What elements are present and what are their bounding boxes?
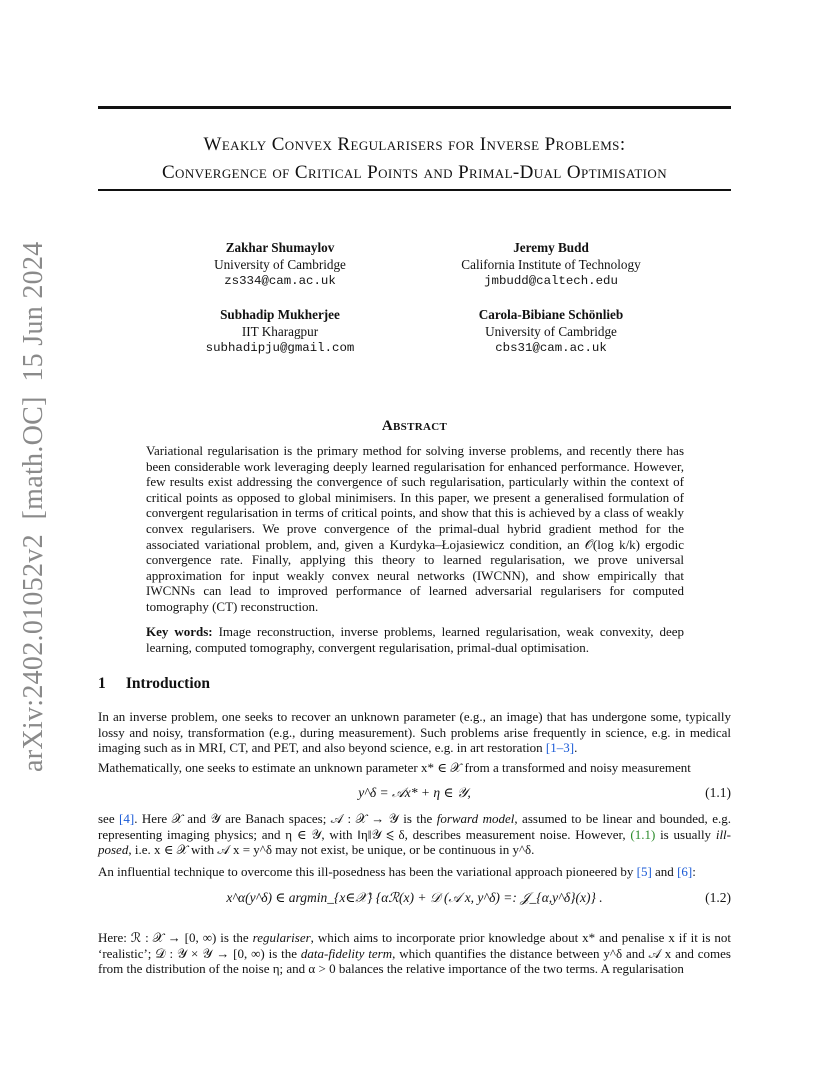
author-name: Zakhar Shumaylov <box>225 240 335 255</box>
keywords-label: Key words: <box>146 624 213 639</box>
title-line-1: Weakly Convex Regularisers for Inverse Problems: <box>203 134 626 155</box>
arxiv-identifier: arXiv:2402.01052v2 [math.OC] 15 Jun 2024 <box>18 241 49 772</box>
author-block-1 <box>180 239 380 290</box>
paragraph-text: , assumed to be linear and bounded, e.g. representing imaging physics; and η ∈ 𝒴, with ‖η‖𝒴 ⩽ δ, describes measurement noise. However, <box>98 811 731 842</box>
title-bottom-rule <box>98 189 731 191</box>
emphasis-text: ill-posed <box>98 826 731 858</box>
paragraph-text: , i.e. x ∈ 𝒳 with 𝒜 x = y^δ may not exist, be unique, or be continuous in y^δ. <box>128 842 535 858</box>
section-heading <box>98 675 210 693</box>
paragraph-text: , which quantifies the distance between y^δ and 𝒜 x and comes from the distribution of the noise η; and α > 0 balances the relative importance of the two terms. A regularisation <box>98 945 731 977</box>
keywords-text: Image reconstruction, inverse problems, learned regularisation, weak convexity, deep learning, computed tomography, convergent regularisation, primal-dual optimisation. <box>146 624 684 655</box>
intro-paragraph-1: In an inverse problem, one seeks to recover an unknown parameter (e.g., an image) that has undergone some, typically lossy and noisy, transformation (e.g., during measurement). Such problems arise frequently in science, e.g. in medical imaging such as in MRI, CT, and PET, and also beyond science, e.g. in art restoration [1–3]. <box>98 709 731 756</box>
author-affiliation: IIT Kharagpur <box>241 324 319 339</box>
paragraph-text: Here: ℛ : 𝒳 → [0, ∞) is the <box>98 930 253 945</box>
paragraph-text: In an inverse problem, one seeks to recover an unknown parameter (e.g., an image) that has undergone some, typically lossy and noisy, transformation (e.g., during measurement). Such problems arise frequently in science, e.g. in medical imaging such as in MRI, CT, and PET, and also beyond science, e.g. in art restoration <box>98 709 731 756</box>
paragraph-text: , which aims to incorporate prior knowledge about x* and penalise x if it is not ‘realistic’; 𝒟 : 𝒴 × 𝒴 → [0, ∞) is the <box>98 930 731 961</box>
abstract-heading: Abstract <box>381 418 448 434</box>
abstract-text: Variational regularisation is the primary method for solving inverse problems, and recently there has been considerable work leveraging deeply learned regularisation for enhanced performance. However, few results exist addressing the convergence of such regularisation, particularly within the context of critical points as opposed to global minimisers. In this paper, we present a generalised formulation of convergent regularisation in terms of critical points, and show that this is achieved by a class of weakly convex regularisers. We prove convergence of the primal-dual hybrid gradient method for the associated variational problem, and, given a Kurdyka–Łojasiewicz condition, an 𝒪(log k/k) ergodic convergence rate. Finally, applying this theory to learned regularisation, we prove universal approximation for input weakly convex neural networks (IWCNN), and show empirically that IWCNNs can lead to improved performance of learned adversarial regularisers for computed tomography (CT) reconstruction. <box>146 443 684 614</box>
equation-body: y^δ = 𝒜x* + η ∈ 𝒴, <box>358 785 471 800</box>
author-affiliation: University of Cambridge <box>485 324 617 339</box>
equation-1-2 <box>98 890 731 910</box>
keywords <box>146 624 684 655</box>
paragraph-text: . Here 𝒳 and 𝒴 are Banach spaces; 𝒜 : 𝒳 → 𝒴 is the <box>134 811 437 826</box>
author-email[interactable]: cbs31@cam.ac.uk <box>495 341 607 355</box>
author-affiliation: California Institute of Technology <box>461 257 641 272</box>
author-email[interactable]: subhadipju@gmail.com <box>205 341 355 355</box>
author-block-3 <box>180 306 380 357</box>
equation-1-1 <box>98 785 731 805</box>
citation-link[interactable]: [5] <box>636 864 652 879</box>
author-block-2 <box>426 239 676 290</box>
author-email[interactable]: zs334@cam.ac.uk <box>224 274 336 288</box>
intro-paragraph-2 <box>98 760 731 776</box>
citation-link[interactable]: [6] <box>677 864 693 879</box>
section-number: 1 <box>98 675 106 692</box>
author-email[interactable]: jmbudd@caltech.edu <box>484 274 618 288</box>
citation-link[interactable]: [1–3] <box>545 740 575 756</box>
title-line-2: Convergence of Critical Points and Primal-Dual Optimisation <box>161 162 667 183</box>
intro-paragraph-5 <box>98 930 731 977</box>
paragraph-text: and <box>651 864 678 879</box>
paragraph-text: : <box>692 864 696 879</box>
paragraph-text: see <box>98 811 120 826</box>
title-top-rule <box>98 106 731 109</box>
emphasis-text: regulariser <box>252 930 311 945</box>
equation-body: x^α(y^δ) ∈ argmin_{x∈𝒳} {αℛ(x) + 𝒟 (𝒜 x, y^δ) =: 𝒥_{α,y^δ}(x)} . <box>226 890 603 905</box>
paragraph-text: An influential technique to overcome this ill-posedness has been the variational approach pioneered by <box>98 864 637 879</box>
paper-title <box>98 131 731 187</box>
equation-tag: (1.1) <box>705 785 731 800</box>
intro-paragraph-3 <box>98 811 731 858</box>
author-affiliation: University of Cambridge <box>214 257 346 272</box>
intro-paragraph-4 <box>98 864 731 880</box>
section-title: Introduction <box>125 675 210 692</box>
equation-tag: (1.2) <box>705 890 731 905</box>
emphasis-text: data-fidelity term <box>300 945 393 961</box>
author-name: Jeremy Budd <box>513 240 589 255</box>
equation-reference-link[interactable]: (1.1) <box>630 826 656 842</box>
paragraph-text: Mathematically, one seeks to estimate an unknown parameter x* ∈ 𝒳 from a transformed and noisy measurement <box>98 760 691 775</box>
emphasis-text: forward model <box>436 811 515 826</box>
author-name: Carola-Bibiane Schönlieb <box>478 307 624 322</box>
author-block-4 <box>426 306 676 357</box>
author-name: Subhadip Mukherjee <box>220 307 340 322</box>
paragraph-text: is usually <box>655 826 716 842</box>
citation-link[interactable]: [4] <box>119 811 135 826</box>
